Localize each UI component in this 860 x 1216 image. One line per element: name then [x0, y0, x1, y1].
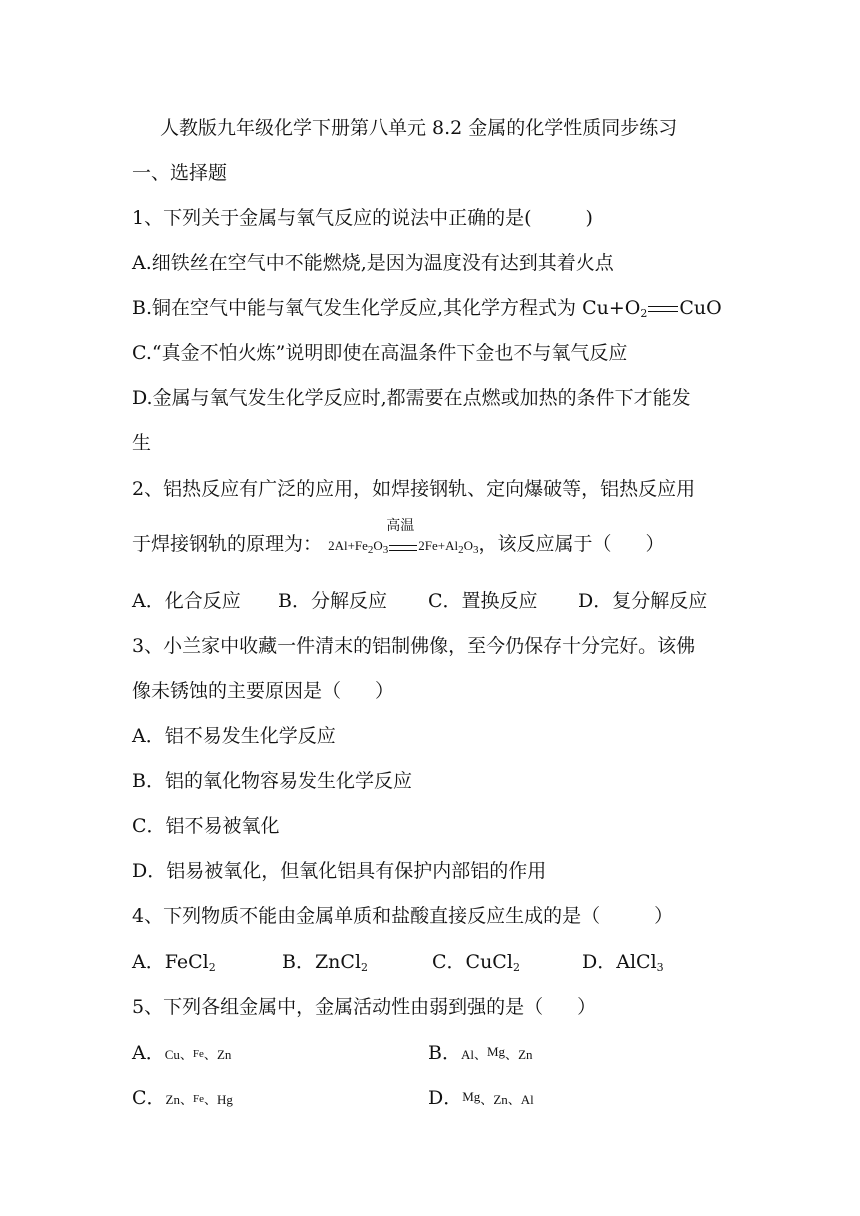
section-heading: 一、选择题	[132, 162, 228, 184]
question-2-option-d: D．复分解反应	[578, 590, 708, 612]
question-3-stem-cont: 像未锈蚀的主要原因是（ ）	[132, 680, 395, 702]
page-title: 人教版九年级化学下册第八单元 8.2 金属的化学性质同步练习	[160, 117, 678, 139]
question-5-stem: 5、下列各组金属中，金属活动性由弱到强的是（ ）	[132, 996, 597, 1018]
question-5-option-d: D．Mg、Zn、Al	[428, 1087, 534, 1109]
question-2-options	[132, 589, 707, 613]
reaction-condition: 高温	[386, 519, 415, 535]
question-2-option-b: B．分解反应	[278, 590, 387, 612]
question-3-stem: 3、小兰家中收藏一件清末的铝制佛像，至今仍保存十分完好。该佛	[132, 635, 696, 657]
question-2-stem: 2、铝热反应有广泛的应用，如焊接钢轨、定向爆破等，铝热反应用	[132, 478, 696, 500]
question-4-option-a: A．FeCl$_2$	[132, 951, 216, 974]
question-5-row-2	[132, 1085, 534, 1112]
question-2-option-c: C．置换反应	[428, 590, 538, 612]
question-1-option-a: A.细铁丝在空气中不能燃烧,是因为温度没有达到其着火点	[132, 252, 614, 274]
question-4-option-d: D．AlCl$_3$	[582, 951, 664, 974]
question-5-option-b: B．Al、Mg、Zn	[428, 1042, 533, 1064]
question-2-option-a: A．化合反应	[132, 590, 241, 612]
question-1-option-d: D.金属与氧气发生化学反应时,都需要在点燃或加热的条件下才能发	[132, 387, 691, 409]
question-5-option-a: A．Cu、Fe、Zn	[132, 1042, 232, 1064]
question-3-option-c: C．铝不易被氧化	[132, 815, 280, 837]
question-3-option-b: B．铝的氧化物容易发生化学反应	[132, 770, 412, 792]
question-3-option-a: A．铝不易发生化学反应	[132, 725, 336, 747]
question-4-option-c: C．CuCl$_2$	[432, 951, 520, 974]
question-1-stem: 1、下列关于金属与氧气反应的说法中正确的是( )	[132, 207, 593, 229]
question-4-option-b: B．ZnCl$_2$	[282, 951, 369, 974]
double-line-symbol	[648, 306, 678, 312]
question-1-option-c: C.“真金不怕火炼”说明即使在高温条件下金也不与氧气反应	[132, 342, 628, 364]
question-1-option-d-cont: 生	[132, 432, 152, 454]
question-5-row-1	[132, 1040, 533, 1067]
question-5-option-c: C．Zn、Fe、Hg	[132, 1087, 233, 1109]
question-4-options	[132, 950, 664, 974]
question-4-stem: 4、下列物质不能由金属单质和盐酸直接反应生成的是（ ）	[132, 905, 674, 927]
thermite-equation: $2Al+Fe_2O_3$ 高温 $2Fe+Al_2O_3$	[328, 534, 478, 559]
question-1-option-b: B.铜在空气中能与氧气发生化学反应,其化学方程式为 $Cu+O_2$ CuO	[132, 297, 722, 320]
question-2-stem-cont: 于焊接钢轨的原理为： $2Al+Fe_2O_3$ 高温 $2Fe+Al_2O_3$，该反应属于（ ）	[132, 532, 665, 559]
question-3-option-d: D．铝易被氧化，但氧化铝具有保护内部铝的作用	[132, 860, 547, 882]
